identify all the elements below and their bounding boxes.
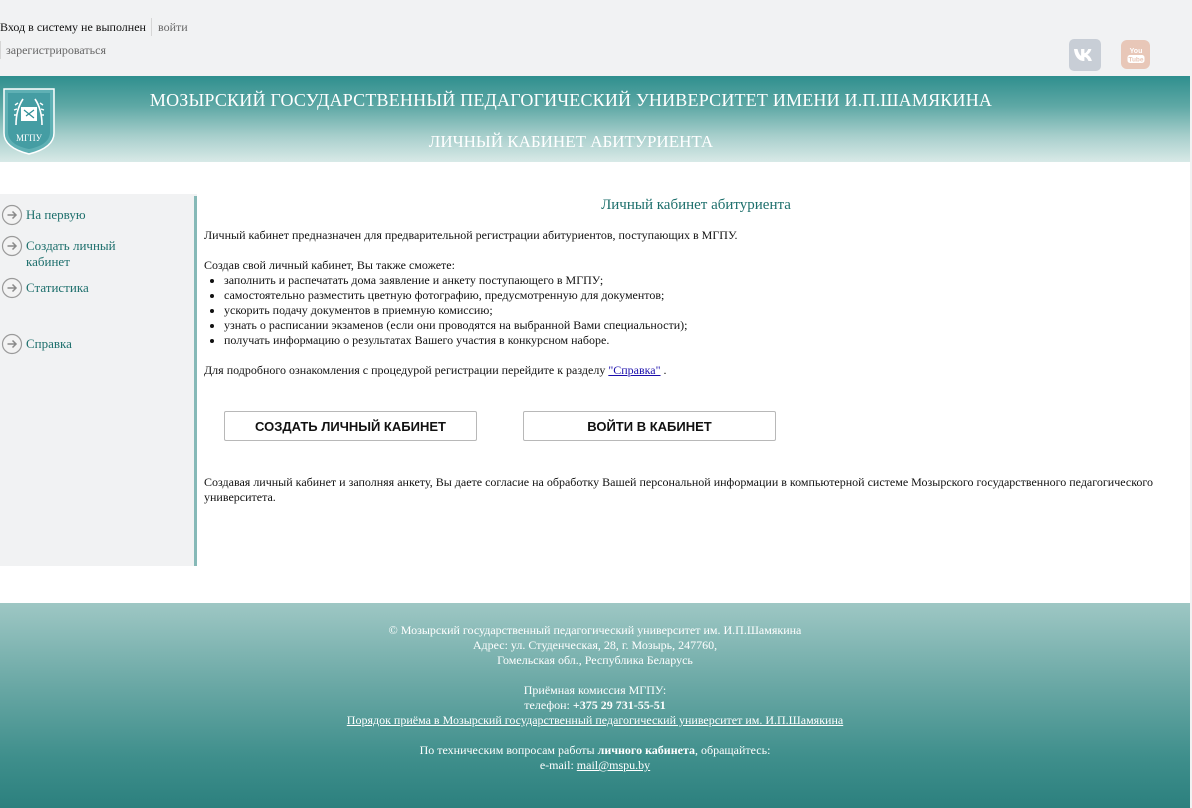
admission-rules-link[interactable]: Порядок приёма в Мозырский государственный педагогический университет им. И.П.Шамякина xyxy=(346,713,844,727)
list-item: • ускорить подачу документов в приемную комиссию; xyxy=(224,303,687,318)
features-list xyxy=(204,273,687,348)
content-title: Личный кабинет абитуриента xyxy=(601,197,791,213)
register-link[interactable]: зарегистрироваться xyxy=(6,43,106,57)
arrow-right-icon xyxy=(1,277,23,299)
svg-text:You: You xyxy=(1129,47,1142,55)
sidebar-item-help[interactable] xyxy=(0,333,136,355)
footer-tech-line xyxy=(0,743,1190,758)
sidebar-item-home[interactable] xyxy=(0,204,136,226)
list-item: • самостоятельно разместить цветную фотографию, предусмотренную для документов; xyxy=(224,288,687,303)
spacer xyxy=(0,566,1190,603)
sidebar-item-statistics[interactable] xyxy=(0,277,136,299)
help-paragraph xyxy=(204,363,667,378)
features-lead: Создав свой личный кабинет, Вы также сможете: xyxy=(204,258,455,272)
page-title: МОЗЫРСКИЙ ГОСУДАРСТВЕННЫЙ ПЕДАГОГИЧЕСКИЙ УНИВЕРСИТЕТ ИМЕНИ И.П.ШАМЯКИНА xyxy=(149,90,993,110)
help-link[interactable]: "Справка" xyxy=(608,363,661,377)
sidebar-item-label: На первую xyxy=(26,207,86,222)
sidebar-item-create-cabinet[interactable] xyxy=(0,235,136,270)
email-label: e-mail: xyxy=(539,758,574,772)
phone-number: +375 29 731-55-51 xyxy=(572,698,666,712)
login-link[interactable]: войти xyxy=(158,20,188,34)
footer-admission-line xyxy=(0,713,1190,728)
svg-text:Tube: Tube xyxy=(1127,56,1144,63)
tech-suffix: , обращайтесь: xyxy=(695,743,771,757)
footer-email-line xyxy=(0,758,1190,773)
consent-text: Создавая личный кабинет и заполняя анкету, Вы даете согласие на обработку Вашей персональной информации в компьютерной системе Мозырского государственного педагогического университета. xyxy=(204,475,1154,504)
youtube-button[interactable] xyxy=(1121,40,1150,69)
logo-text: МГПУ xyxy=(15,133,43,143)
page-subtitle: ЛИЧНЫЙ КАБИНЕТ АБИТУРИЕНТА xyxy=(428,132,714,151)
intro-text: Личный кабинет предназначен для предварительной регистрации абитуриентов, поступающих в МГПУ. xyxy=(204,228,738,242)
footer-address-line: Гомельская обл., Республика Беларусь xyxy=(497,653,693,667)
list-item: • получать информацию о результатах Вашего участия в конкурсном наборе. xyxy=(224,333,687,348)
tech-prefix: По техническим вопросам работы xyxy=(419,743,595,757)
vk-button[interactable] xyxy=(1069,39,1101,71)
site-header xyxy=(0,76,1190,162)
arrow-right-icon xyxy=(1,235,23,257)
footer-address-line: Адрес: ул. Студенческая, 28, г. Мозырь, 247760, xyxy=(472,638,718,652)
auth-status-text: Вход в систему не выполнен xyxy=(0,20,146,34)
auth-divider xyxy=(151,18,152,36)
sidebar-item-label: Статистика xyxy=(26,280,89,295)
create-cabinet-button[interactable]: СОЗДАТЬ ЛИЧНЫЙ КАБИНЕТ xyxy=(224,411,477,441)
arrow-right-icon xyxy=(1,333,23,355)
auth-divider xyxy=(0,41,1,59)
spacer xyxy=(0,162,1190,194)
sidebar-item-label: Справка xyxy=(26,336,72,351)
sidebar xyxy=(0,194,194,566)
help-dot: . xyxy=(663,363,667,377)
help-text: Для подробного ознакомления с процедурой регистрации перейдите к разделу xyxy=(204,363,606,377)
footer-commission: Приёмная комиссия МГПУ: xyxy=(523,683,667,697)
list-item: • узнать о расписании экзаменов (если они проводятся на выбранной Вами специальности); xyxy=(224,318,687,333)
auth-bar xyxy=(0,0,1192,76)
youtube-icon xyxy=(1125,44,1147,66)
footer-phone-line xyxy=(0,698,1190,713)
email-link[interactable]: mail@mspu.by xyxy=(576,758,651,772)
vk-icon xyxy=(1073,47,1097,63)
sidebar-item-label: Создать личный кабинет xyxy=(26,238,116,269)
enter-cabinet-button[interactable]: ВОЙТИ В КАБИНЕТ xyxy=(523,411,776,441)
phone-label: телефон: xyxy=(524,698,570,712)
site-footer xyxy=(0,603,1190,808)
main-content xyxy=(197,194,1190,566)
footer-copyright: © Мозырский государственный педагогический университет им. И.П.Шамякина xyxy=(388,623,802,637)
list-item: • заполнить и распечатать дома заявление и анкету поступающего в МГПУ; xyxy=(224,273,687,288)
tech-bold: личного кабинета xyxy=(597,743,695,757)
arrow-right-icon xyxy=(1,204,23,226)
